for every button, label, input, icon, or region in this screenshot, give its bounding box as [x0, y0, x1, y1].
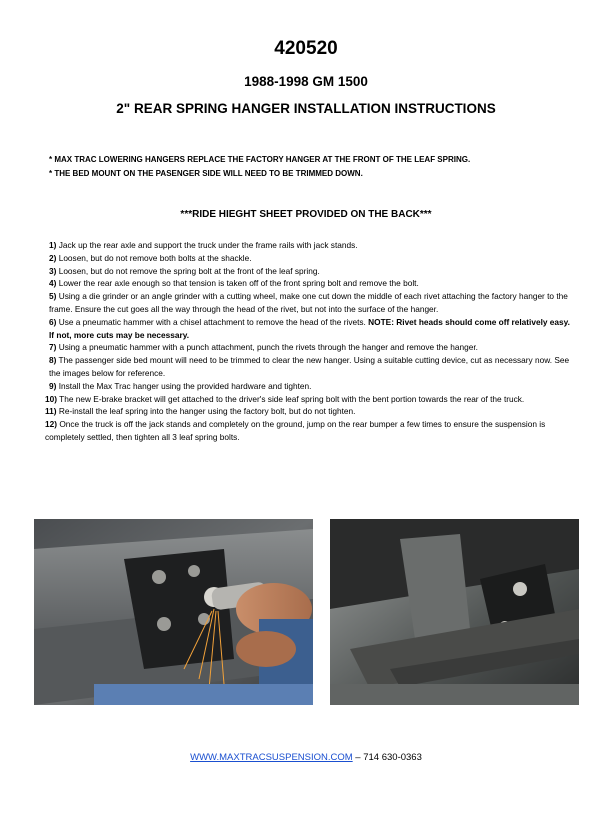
footer-contact — [0, 752, 612, 763]
vehicle-model: 1988-1998 GM 1500 — [244, 74, 368, 89]
step-2: 2) Loosen, but do not remove both bolts at the shackle. — [49, 252, 252, 263]
instruction-steps — [45, 239, 577, 444]
website-link[interactable]: WWW.MAXTRACSUSPENSION.COM — [190, 752, 353, 763]
note-hanger-replace: * MAX TRAC LOWERING HANGERS REPLACE THE FACTORY HANGER AT THE FRONT OF THE LEAF SPRING. — [49, 155, 471, 164]
phone-number: – 714 630-0363 — [352, 752, 422, 763]
document-title: 2" REAR SPRING HANGER INSTALLATION INSTRUCTIONS — [116, 101, 496, 116]
step-10: 10) The new E-brake bracket will get attached to the driver's side leaf spring bolt with the bent portion towards the rear of the truck. — [45, 393, 525, 404]
step-8: 8) The passenger side bed mount will need to be trimmed to clear the new hanger. Using a suitable cutting device, cut as necessary now. See the images below for reference. — [49, 355, 570, 378]
step-9: 9) Install the Max Trac hanger using the provided hardware and tighten. — [49, 380, 312, 391]
step-11: 11) Re-install the leaf spring into the hanger using the factory bolt, but do not tighten. — [45, 406, 356, 417]
part-number: 420520 — [274, 38, 338, 59]
step-7: 7) Using a pneumatic hammer with a punch attachment, punch the rivets through the hanger and remove the hanger. — [49, 342, 478, 353]
step-3: 3) Loosen, but do not remove the spring bolt at the front of the leaf spring. — [49, 265, 320, 276]
step-5: 5) Using a die grinder or an angle grinder with a cutting wheel, make one cut down the middle of each rivet attaching the factory hanger to the frame. Ensure the cut goes all the way through the head of the rivet, but not into the surface of the hanger. — [49, 291, 568, 314]
photo-installed-hanger — [330, 519, 579, 705]
note-bed-mount-trim: * THE BED MOUNT ON THE PASENGER SIDE WILL NEED TO BE TRIMMED DOWN. — [49, 169, 363, 178]
step-12: 12) Once the truck is off the jack stands and completely on the ground, jump on the rear bumper a few times to ensure the suspension is completely settled, then tighten all 3 leaf spring bolts. — [45, 419, 546, 442]
photo-grinding-rivets — [34, 519, 313, 705]
step-1: 1) Jack up the rear axle and support the truck under the frame rails with jack stands. — [49, 240, 358, 250]
ride-height-note: ***RIDE HIEGHT SHEET PROVIDED ON THE BACK*** — [180, 209, 432, 220]
step-6: 6) Use a pneumatic hammer with a chisel attachment to remove the head of the rivets. NOTE: Rivet heads should come off relatively easy. If not, more cuts may be necessary. — [49, 316, 570, 340]
step-4: 4) Lower the rear axle enough so that tension is taken off of the front spring bolt and remove the bolt. — [49, 278, 419, 289]
